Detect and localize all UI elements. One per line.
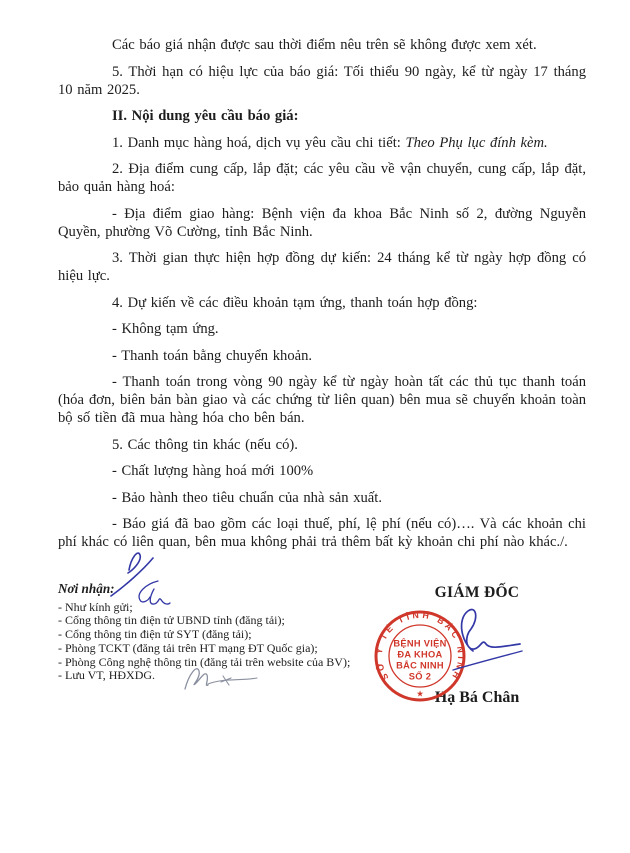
paragraph: 4. Dự kiến về các điều khoản tạm ứng, thanh toán hợp đồng: xyxy=(112,294,478,311)
document-paragraphs xyxy=(58,36,586,560)
paragraph: 2. Địa điểm cung cấp, lắp đặt; các yêu cầu về vận chuyển, cung cấp, lắp đặt, bảo quản hàng hoá: xyxy=(58,161,586,195)
stamp-star-icon: ★ xyxy=(416,688,424,699)
recipient-line: - Như kính gửi; xyxy=(58,599,133,614)
recipient-line: - Phòng Công nghệ thông tin (đăng tải trên website của BV); xyxy=(58,654,351,669)
recipients-mark-icon xyxy=(128,577,172,611)
svg-text:SỞ Y TẾ TỈNH BẮC NINH xyxy=(373,610,466,683)
recipient-line: - Cổng thông tin điện tử UBND tỉnh (đăng tải); xyxy=(58,613,285,628)
paragraph: - Chất lượng hàng hoá mới 100% xyxy=(112,463,314,479)
recipient-line: - Cổng thông tin điện tử SYT (đăng tải); xyxy=(58,627,252,642)
paragraph: - Báo giá đã bao gồm các loại thuế, phí, lệ phí (nếu có)…. Và các khoản chi phí khác có liên quan, bên mua không phải trả thêm bất kỳ khoản chi phí nào khác./. xyxy=(58,516,586,550)
paragraph: 1. Danh mục hàng hoá, dịch vụ yêu cầu chi tiết: Theo Phụ lục đính kèm. xyxy=(112,134,548,151)
recipient-line: - Phòng TCKT (đăng tải trên HT mạng ĐT Quốc gia); xyxy=(58,640,318,655)
clerk-initials-icon xyxy=(179,662,261,692)
paragraph: - Thanh toán trong vòng 90 ngày kể từ ngày hoàn tất các thủ tục thanh toán (hóa đơn, biên bản bàn giao và các chứng từ liên quan) bên mua sẽ chuyển khoản toàn bộ số tiền đã mua hàng hóa cho bên bán. xyxy=(58,374,586,426)
paragraph: 3. Thời gian thực hiện hợp đồng dự kiến: 24 tháng kể từ ngày hợp đồng có hiệu lực. xyxy=(58,250,586,284)
stamp-line: SỐ 2 xyxy=(408,671,432,682)
paragraph: - Không tạm ứng. xyxy=(112,321,219,337)
paragraph: 5. Thời hạn có hiệu lực của báo giá: Tối thiểu 90 ngày, kể từ ngày 17 tháng 10 năm 2025. xyxy=(58,63,586,98)
recipients-list xyxy=(58,601,378,683)
recipients-block xyxy=(58,582,378,683)
paragraph: - Địa điểm giao hàng: Bệnh viện đa khoa Bắc Ninh số 2, đường Nguyễn Quyền, phường Võ Cường, tỉnh Bắc Ninh. xyxy=(58,205,586,240)
paragraph: Các báo giá nhận được sau thời điểm nêu trên sẽ không được xem xét. xyxy=(112,37,537,53)
paragraph: - Bảo hành theo tiêu chuẩn của nhà sản xuất. xyxy=(112,489,382,506)
paragraph: - Thanh toán bằng chuyển khoản. xyxy=(112,347,313,364)
director-signature-icon xyxy=(428,591,533,683)
recipient-line: - Lưu VT, HĐXDG. xyxy=(58,668,156,683)
stamp-line: BỆNH VIỆN xyxy=(393,638,447,649)
paragraph: 5. Các thông tin khác (nếu có). xyxy=(112,436,298,453)
official-stamp-icon xyxy=(367,603,473,709)
signer-title: GIÁM ĐỐC xyxy=(434,584,520,601)
stamp-line: ĐA KHOA xyxy=(397,649,443,660)
stamp-ring-text: SỞ Y TẾ TỈNH BẮC NINH xyxy=(373,609,467,684)
stamp-line: BẮC NINH xyxy=(396,660,444,671)
recipients-label: Nơi nhận: xyxy=(58,581,115,596)
signer-name: Hạ Bá Chân xyxy=(434,689,520,706)
paragraph: II. Nội dung yêu cầu báo giá: xyxy=(112,108,299,124)
